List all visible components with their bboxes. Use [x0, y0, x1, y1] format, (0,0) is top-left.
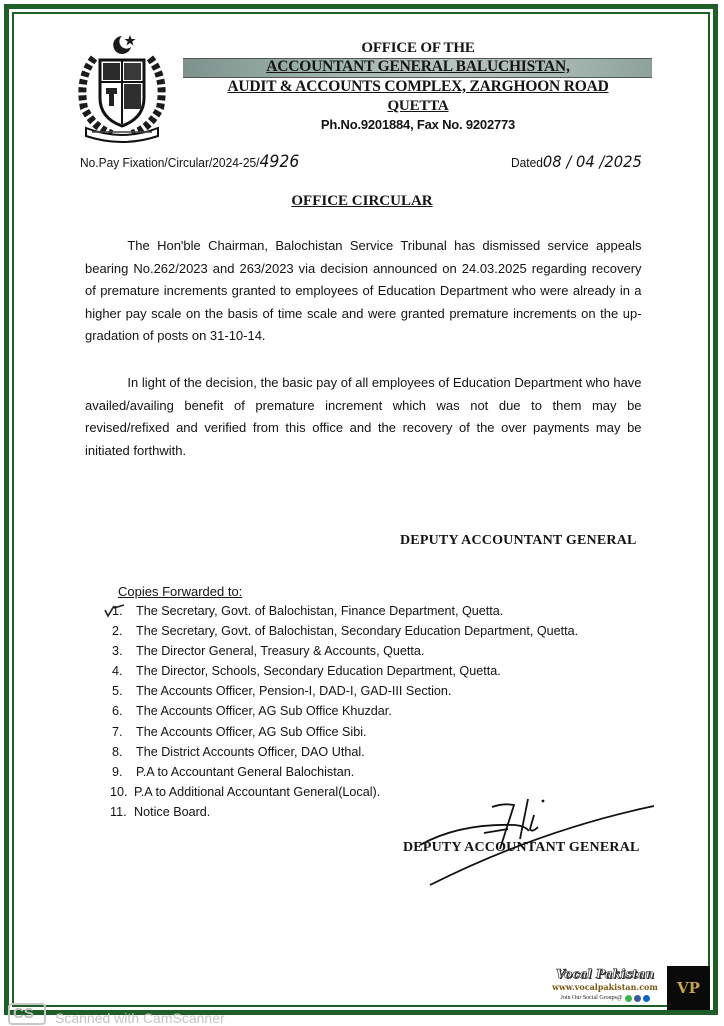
header-office-of: OFFICE OF THE: [361, 40, 475, 56]
list-item: 7. The Accounts Officer, AG Sub Office Sibi.: [112, 724, 367, 739]
header-contact: Ph.No.9201884, Fax No. 9202773: [320, 117, 516, 132]
signature-designation: DEPUTY ACCOUNTANT GENERAL: [403, 840, 640, 855]
watermark-social: Join Our Social Groups@: [546, 993, 664, 1003]
list-item: 9. P.A to Accountant General Balochistan.: [112, 764, 355, 779]
reference-handwritten-number: 4926: [259, 152, 300, 172]
state-emblem-icon: [70, 32, 174, 144]
facebook-icon: [634, 995, 641, 1002]
date-label: Dated: [511, 155, 543, 170]
signatory-designation: DEPUTY ACCOUNTANT GENERAL: [400, 533, 637, 548]
vp-badge-logo: VP: [667, 966, 710, 1010]
header-address: AUDIT & ACCOUNTS COMPLEX, ZARGHOON ROAD: [227, 78, 609, 95]
watermark-brand: Vocal Pakistan: [555, 967, 655, 981]
whatsapp-icon: [625, 995, 632, 1002]
list-item: 6. The Accounts Officer, AG Sub Office Khuzdar.: [112, 704, 392, 719]
body-paragraph-1: [85, 235, 642, 348]
reference-prefix: No.Pay Fixation/Circular/2024-25/: [80, 155, 260, 170]
list-item: 2. The Secretary, Govt. of Balochistan, Secondary Education Department, Quetta.: [112, 624, 579, 639]
list-item: 11. Notice Board.: [110, 804, 211, 819]
document-title: OFFICE CIRCULAR: [291, 193, 433, 209]
linkedin-icon: [643, 995, 650, 1002]
vocal-pakistan-watermark: [546, 967, 664, 1009]
signature-icon: [380, 785, 680, 895]
document-date: [511, 152, 642, 171]
list-item: 8. The District Accounts Officer, DAO Uthal.: [112, 744, 365, 759]
copies-heading: Copies Forwarded to:: [118, 584, 243, 599]
header-organization: ACCOUNTANT GENERAL BALUCHISTAN,: [266, 58, 570, 75]
list-item: 4. The Director, Schools, Secondary Education Department, Quetta.: [112, 664, 501, 679]
camscanner-logo: CS: [8, 1003, 46, 1025]
list-item: 1. The Secretary, Govt. of Balochistan, Finance Department, Quetta.: [112, 604, 504, 618]
reference-number: [80, 152, 299, 172]
list-item: 5. The Accounts Officer, Pension-I, DAD-I, GAD-III Section.: [112, 684, 452, 699]
list-item: 3. The Director General, Treasury & Accounts, Quetta.: [112, 644, 425, 659]
list-item: 10. P.A to Additional Accountant General(Local).: [110, 784, 381, 799]
date-value: 08 / 04 /2025: [542, 152, 642, 171]
camscanner-text: Scanned with CamScanner: [55, 1010, 225, 1026]
watermark-url: www.vocalpakistan.com: [552, 982, 658, 992]
body-paragraph-1-text: The Hon'ble Chairman, Balochistan Service Tribunal has dismissed service appeals bearing No.262/2023 and 263/2023 via decision announced on 24.03.2025 regarding recovery of premature increments granted to employees of Education Department who were already in a higher pay scale on the basis of time scale and were granted premature increments on the up-gradation of posts on 31-10-14.: [85, 238, 642, 343]
body-paragraph-2: [85, 372, 642, 462]
header-city: QUETTA: [387, 98, 449, 114]
body-paragraph-2-text: In light of the decision, the basic pay of all employees of Education Department who have availed/availing benefit of premature increment which was not due to them may be revised/refixed and verified from this office and the recovery of the over payments may be initiated forthwith.: [85, 375, 642, 458]
